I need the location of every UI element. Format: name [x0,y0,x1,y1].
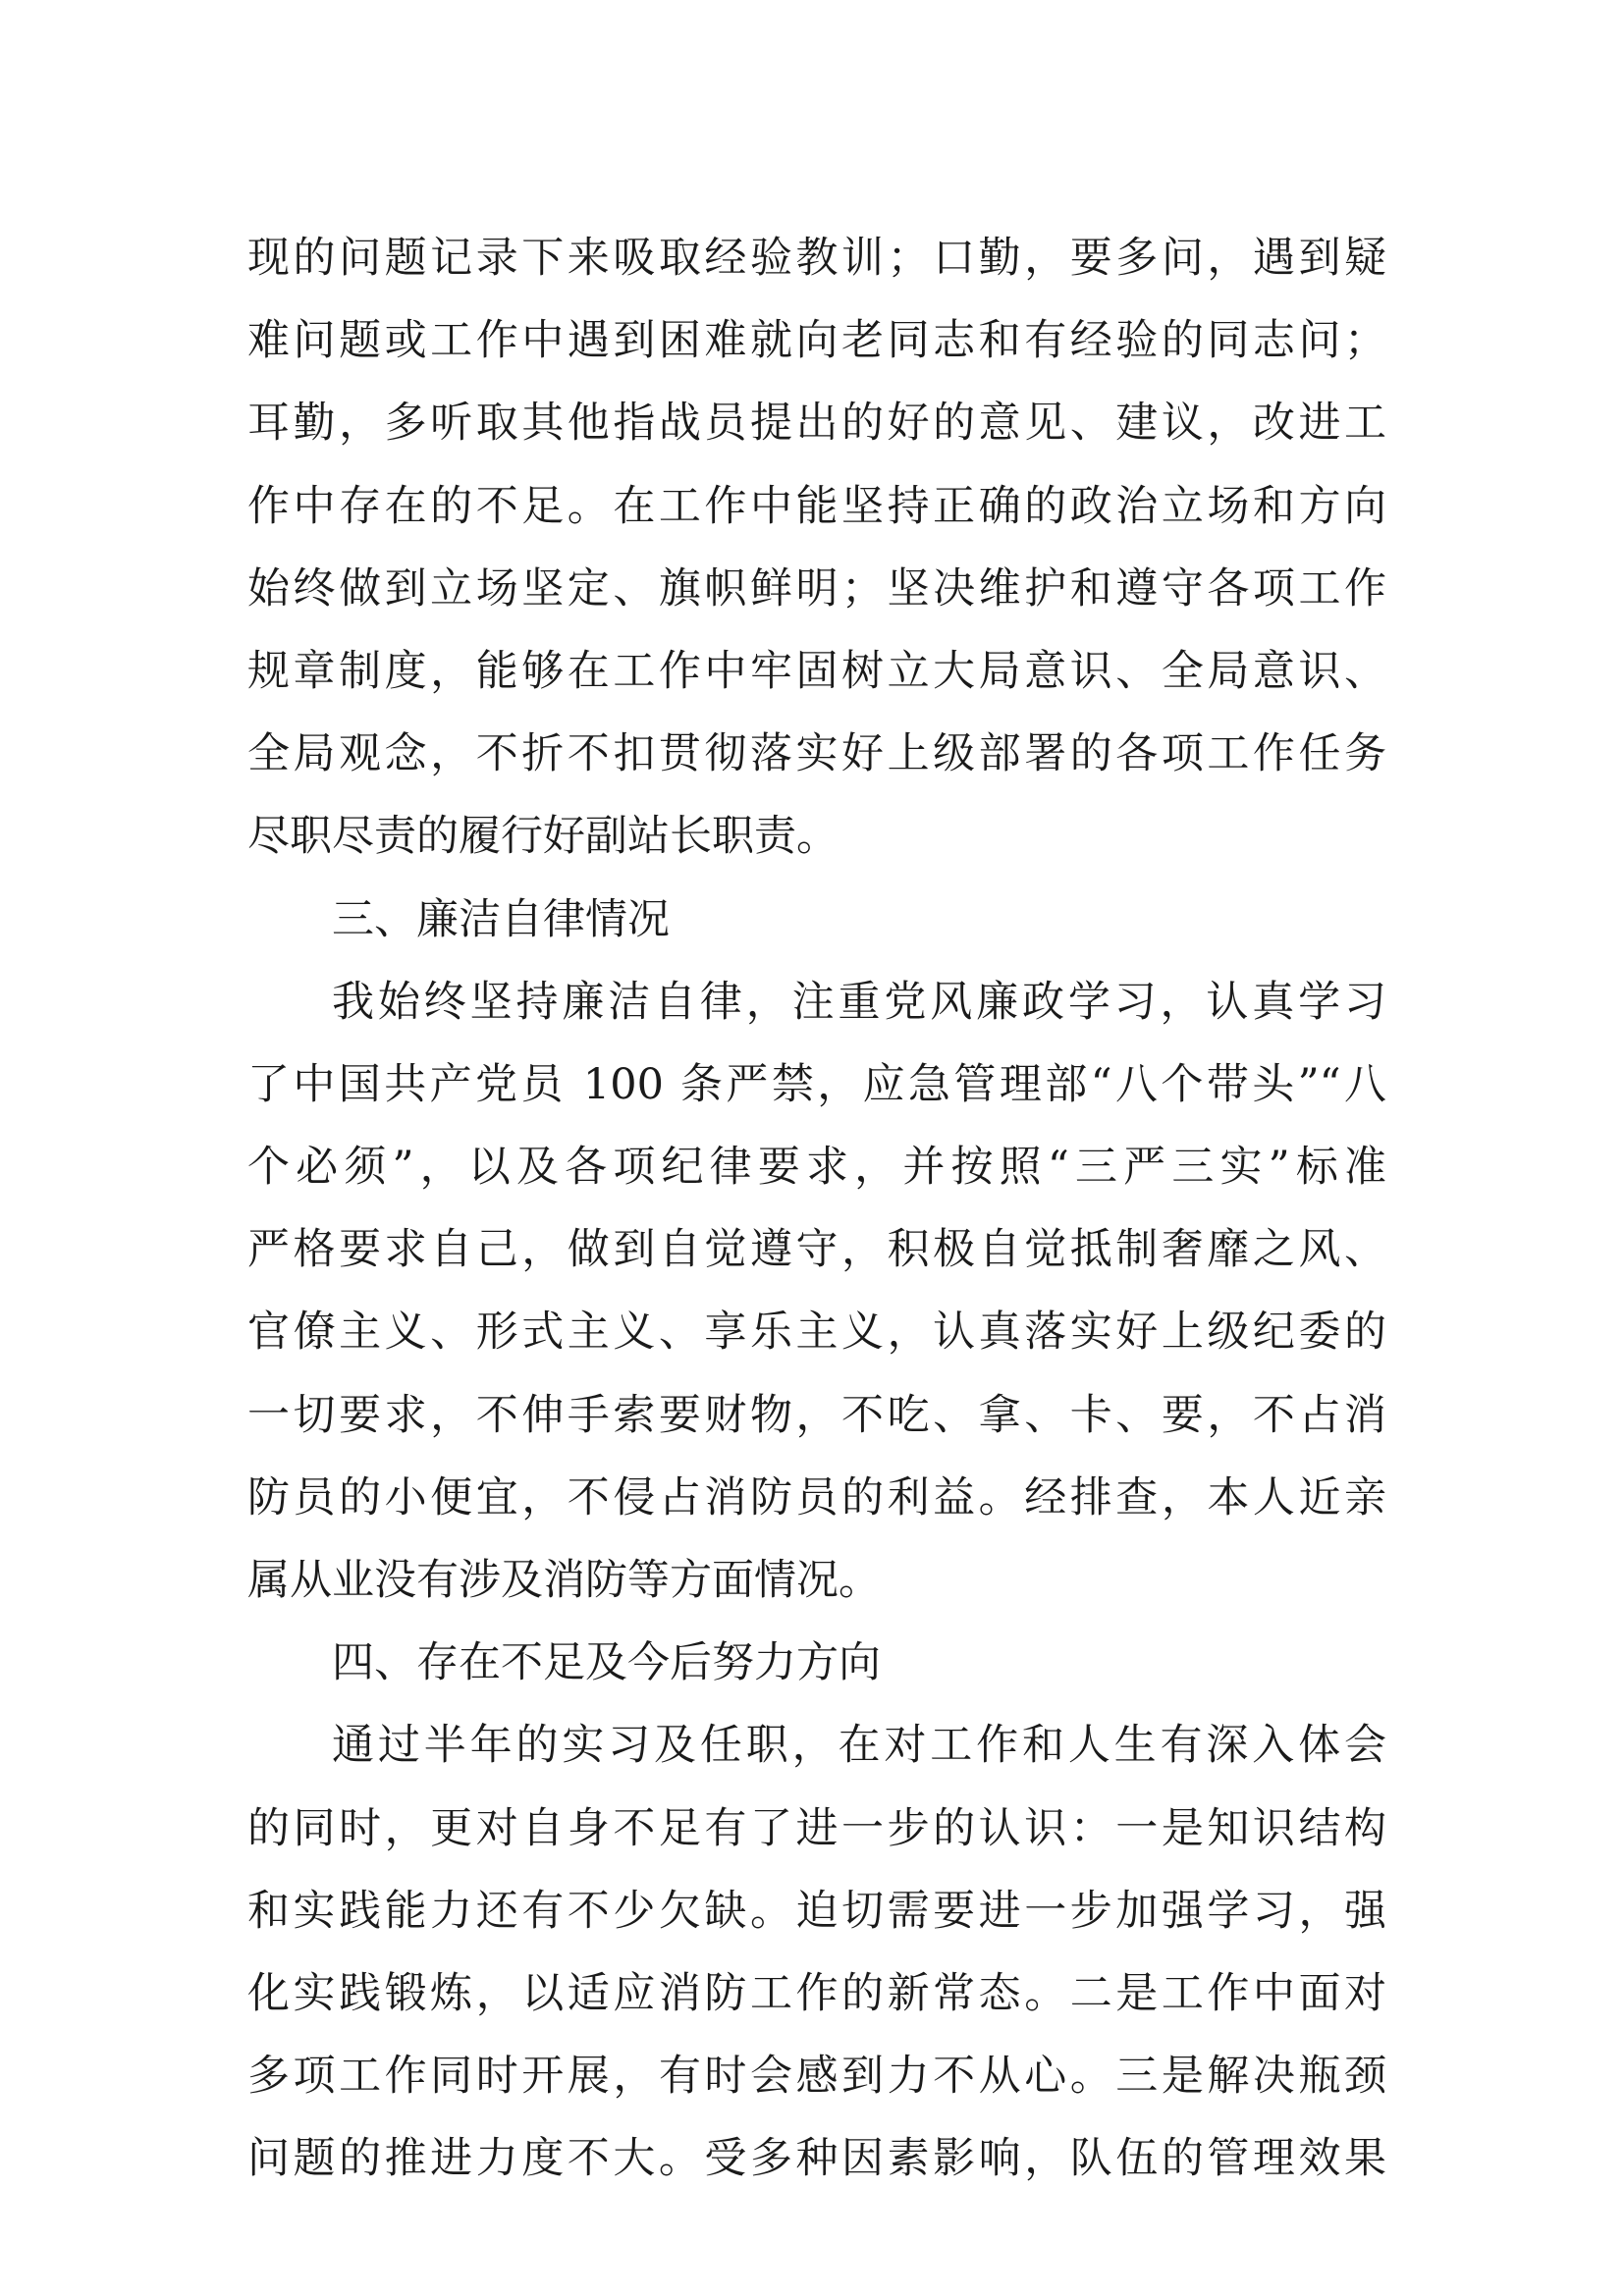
text-line: 全局观念，不折不扣贯彻落实好上级部署的各项工作任务 [247,729,1386,779]
text-line: 耳勤，多听取其他指战员提出的好的意见、建议，改进工 [247,399,1386,449]
text-line: 的同时，更对自身不足有了进一步的认识：一是知识结构 [247,1803,1386,1853]
text-line: 一切要求，不伸手索要财物，不吃、拿、卡、要，不占消 [247,1390,1386,1440]
text-line: 通过半年的实习及任职，在对工作和人生有深入体会 [332,1721,1386,1771]
text-line: 问题的推进力度不大。受多种因素影响，队伍的管理效果 [247,2134,1386,2184]
text-line: 规章制度，能够在工作中牢固树立大局意识、全局意识、 [247,646,1386,696]
text-line: 始终做到立场坚定、旗帜鲜明；坚决维护和遵守各项工作 [247,563,1386,614]
text-line: 尽职尽责的履行好副站长职责。 [247,812,839,862]
text-line: 多项工作同时开展，有时会感到力不从心。三是解决瓶颈 [247,2052,1386,2102]
text-line: 现的问题记录下来吸取经验教训；口勤，要多问，遇到疑 [247,234,1386,283]
text-line: 了中国共产党员 100 条严禁，应急管理部“八个带头”“八 [247,1059,1386,1109]
text-line: 化实践锻炼，以适应消防工作的新常态。二是工作中面对 [247,1968,1386,2018]
body-text [247,217,1386,2201]
section-heading: 四、存在不足及今后努力方向 [332,1638,881,1688]
text-line: 属从业没有涉及消防等方面情况。 [247,1556,881,1605]
text-line: 作中存在的不足。在工作中能坚持正确的政治立场和方向 [247,481,1386,531]
text-line: 防员的小便宜，不侵占消防员的利益。经排查，本人近亲 [247,1472,1386,1522]
text-line: 我始终坚持廉洁自律，注重党风廉政学习，认真学习 [332,977,1386,1027]
text-line: 官僚主义、形式主义、享乐主义，认真落实好上级纪委的 [247,1308,1386,1358]
text-line: 难问题或工作中遇到困难就向老同志和有经验的同志问； [247,316,1386,366]
section-heading: 三、廉洁自律情况 [332,894,670,944]
text-line: 和实践能力还有不少欠缺。迫切需要进一步加强学习，强 [247,1886,1386,1936]
text-line: 严格要求自己，做到自觉遵守，积极自觉抵制奢靡之风、 [247,1225,1386,1275]
text-line: 个必须”，以及各项纪律要求，并按照“三严三实”标准 [247,1143,1386,1193]
